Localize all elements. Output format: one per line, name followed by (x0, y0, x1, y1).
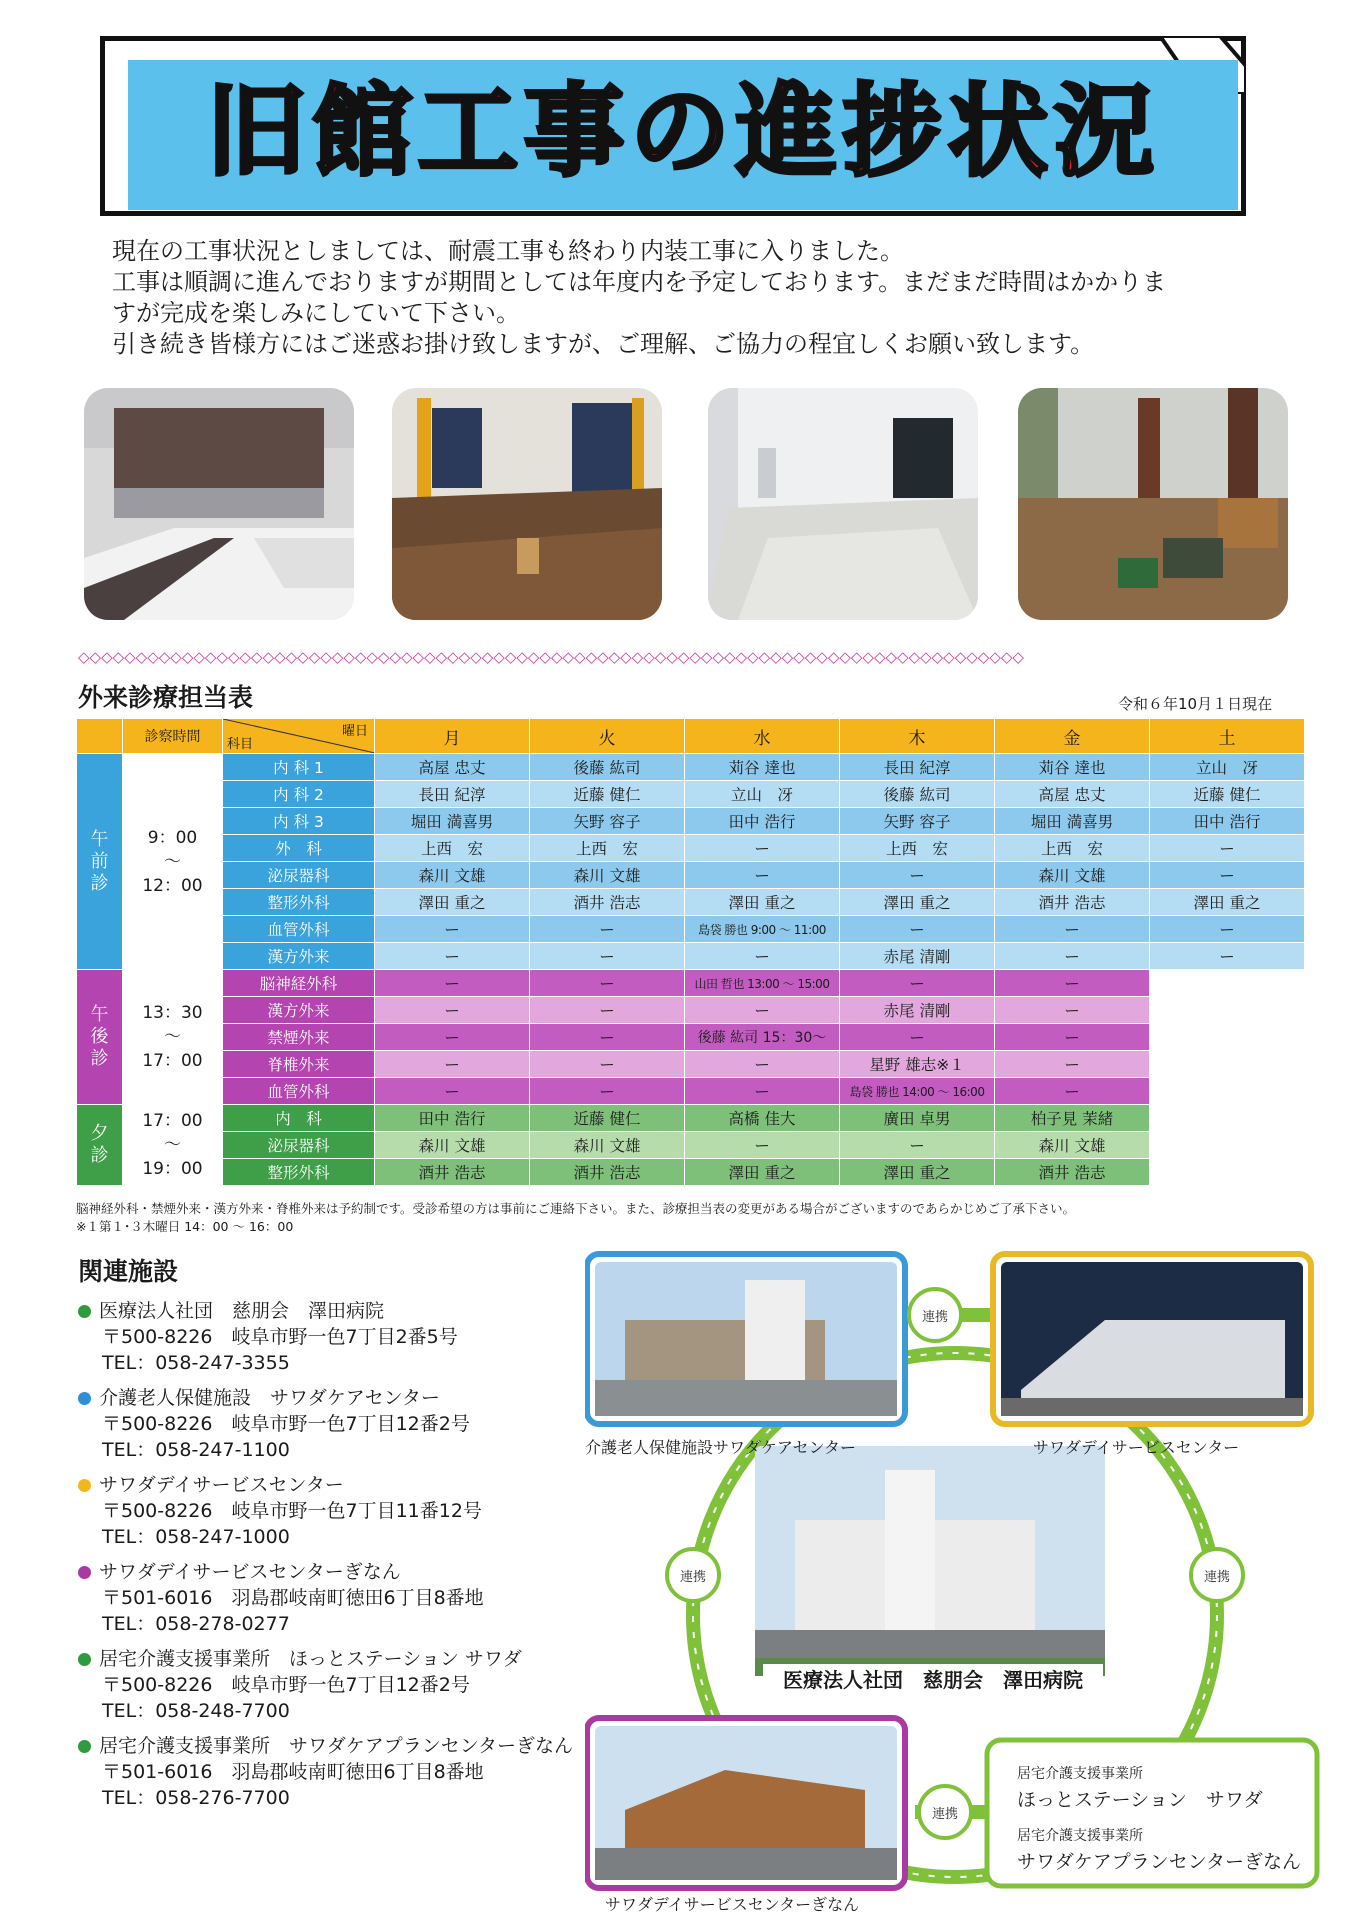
day-fri: 金 (995, 719, 1150, 754)
yellow-dot-icon (78, 1479, 91, 1492)
doctor-cell: ー (530, 1078, 685, 1105)
facility-name: 居宅介護支援事業所 ほっとステーション サワダ (99, 1648, 522, 1670)
doctor-cell: ー (375, 997, 530, 1024)
facility-tel: TEL：058-247-3355 (102, 1352, 290, 1374)
time-start: 13：30 (142, 1003, 203, 1023)
link-badge-text: 連携 (679, 1570, 707, 1585)
time-start: 9：00 (147, 827, 198, 848)
table-row (77, 1105, 1305, 1132)
empty-cell (1150, 1159, 1305, 1186)
doctor-cell: ー (995, 1051, 1150, 1078)
label-char: 夕 (90, 1123, 109, 1144)
doctor-cell: 森川 文雄 (375, 1132, 530, 1159)
doctor-cell: 上西 宏 (995, 835, 1150, 862)
link-badge-text: 連携 (1203, 1570, 1231, 1585)
doctor-cell: ー (685, 1132, 840, 1159)
facility-address: 〒500-8226 岐阜市野一色7丁目12番2号 (102, 1413, 470, 1435)
doctor-cell: 酒井 浩志 (375, 1159, 530, 1186)
afternoon-time (123, 970, 223, 1105)
box-label-1: 居宅介護支援事業所 (1017, 1766, 1143, 1782)
doctor-cell: 森川 文雄 (530, 862, 685, 889)
time-sep: 〜 (164, 1135, 181, 1155)
empty-cell (1150, 997, 1305, 1024)
label-char: 前 (90, 850, 109, 872)
construction-photo-4 (1018, 388, 1288, 620)
doctor-cell: ー (685, 997, 840, 1024)
empty-cell (1150, 1132, 1305, 1159)
subject-cell: 内 科 (223, 1105, 375, 1132)
doctor-cell: 矢野 容子 (530, 808, 685, 835)
subject-cell: 内 科 2 (223, 781, 375, 808)
time-sep: 〜 (164, 1027, 181, 1047)
doctor-cell: ー (375, 1078, 530, 1105)
doctor-cell: 山田 哲也 13:00 〜 15:00 (685, 970, 840, 997)
doctor-cell: ー (1150, 943, 1305, 970)
doctor-cell: ー (375, 1051, 530, 1078)
day-wed: 水 (685, 719, 840, 754)
facility-address: 〒501-6016 羽島郡岐南町徳田6丁目8番地 (102, 1587, 484, 1609)
doctor-cell: ー (995, 916, 1150, 943)
green-dot-icon (78, 1305, 91, 1318)
header-day: 曜日 (341, 724, 368, 739)
table-row (77, 754, 1305, 781)
doctor-cell: ー (530, 970, 685, 997)
facility-item (78, 1385, 598, 1463)
doctor-cell: 長田 紀淳 (840, 754, 995, 781)
empty-cell (1150, 1051, 1305, 1078)
intro-line: 工事は順調に進んでおりますが期間としては年度内を予定しております。まだまだ時間はかかりま (112, 268, 1167, 296)
doctor-cell: 上西 宏 (375, 835, 530, 862)
header-subject: 科目 (227, 737, 254, 752)
facility-name: サワダデイサービスセンター (99, 1474, 344, 1496)
subject-cell: 整形外科 (223, 1159, 375, 1186)
link-badge-text: 連携 (921, 1310, 949, 1325)
table-row (77, 1051, 1305, 1078)
doctor-cell: ー (995, 1078, 1150, 1105)
label-char: 後 (90, 1026, 109, 1047)
doctor-cell: ー (840, 916, 995, 943)
doctor-cell: 立山 冴 (1150, 754, 1305, 781)
doctor-cell: 島袋 勝也 14:00 〜 16:00 (840, 1078, 995, 1105)
doctor-cell: 近藤 健仁 (1150, 781, 1305, 808)
doctor-cell: ー (685, 1051, 840, 1078)
doctor-cell: 星野 雄志※１ (840, 1051, 995, 1078)
doctor-cell: 苅谷 達也 (685, 754, 840, 781)
facility-tel: TEL：058-276-7700 (102, 1787, 290, 1809)
subject-cell: 脊椎外来 (223, 1051, 375, 1078)
subject-cell: 内 科 3 (223, 808, 375, 835)
facility-network-diagram (585, 1250, 1325, 1914)
doctor-cell: ー (375, 916, 530, 943)
table-header-row (77, 719, 1305, 754)
header-time: 診察時間 (123, 719, 223, 754)
doctor-cell: ー (530, 916, 685, 943)
subject-cell: 整形外科 (223, 889, 375, 916)
facility-item (78, 1646, 598, 1724)
schedule-footnote: ※１第１･３木曜日 14：00 〜 16：00 (76, 1219, 294, 1234)
label-char: 診 (90, 1048, 109, 1069)
evening-time (123, 1105, 223, 1186)
box-name-2: サワダケアプランセンターぎなん (1017, 1851, 1302, 1873)
link-badge-text: 連携 (931, 1807, 959, 1822)
intro-line: 現在の工事状況としましては、耐震工事も終わり内装工事に入りました。 (112, 237, 904, 265)
doctor-cell: 高橋 佳大 (685, 1105, 840, 1132)
doctor-cell: 田中 浩行 (685, 808, 840, 835)
day-service-photo (993, 1254, 1311, 1424)
empty-cell (1150, 1024, 1305, 1051)
facility-item (78, 1559, 598, 1637)
green-dot-icon (78, 1740, 91, 1753)
doctor-cell: ー (685, 1078, 840, 1105)
doctor-cell: 近藤 健仁 (530, 781, 685, 808)
doctor-cell: 高屋 忠丈 (995, 781, 1150, 808)
doctor-cell: ー (685, 862, 840, 889)
empty-cell (1150, 1078, 1305, 1105)
doctor-cell: ー (840, 1024, 995, 1051)
day-thu: 木 (840, 719, 995, 754)
subject-cell: 血管外科 (223, 916, 375, 943)
construction-photo-1 (84, 388, 354, 620)
label-char: 診 (90, 872, 109, 894)
afternoon-label (77, 970, 123, 1105)
doctor-cell: ー (530, 997, 685, 1024)
doctor-cell: ー (995, 1024, 1150, 1051)
doctor-cell: ー (995, 943, 1150, 970)
table-row (77, 997, 1305, 1024)
facility-item (78, 1733, 598, 1811)
subject-cell: 泌尿器科 (223, 862, 375, 889)
facility-address: 〒500-8226 岐阜市野一色7丁目12番2号 (102, 1674, 470, 1696)
box-name-1: ほっとステーション サワダ (1017, 1789, 1263, 1811)
table-row (77, 781, 1305, 808)
day-sat: 土 (1150, 719, 1305, 754)
doctor-cell: 森川 文雄 (375, 862, 530, 889)
facility-name: 居宅介護支援事業所 サワダケアプランセンターぎなん (99, 1735, 574, 1757)
doctor-cell: ー (995, 970, 1150, 997)
doctor-cell: ー (375, 970, 530, 997)
blue-dot-icon (78, 1392, 91, 1405)
doctor-cell: 後藤 紘司 15：30〜 (685, 1024, 840, 1051)
day-mon: 月 (375, 719, 530, 754)
doctor-cell: 堀田 満喜男 (995, 808, 1150, 835)
outpatient-schedule-table (76, 718, 1305, 1186)
doctor-cell: ー (530, 1024, 685, 1051)
table-row (77, 835, 1305, 862)
table-row (77, 970, 1305, 997)
intro-line: 引き続き皆様方にはご迷惑お掛け致しますが、ご理解、ご協力の程宜しくお願い致します。 (112, 330, 1095, 358)
doctor-cell: ー (375, 943, 530, 970)
facility-name: サワダデイサービスセンターぎなん (99, 1561, 401, 1583)
doctor-cell: 澤田 重之 (1150, 889, 1305, 916)
time-end: 12：00 (142, 875, 203, 896)
subject-cell: 外 科 (223, 835, 375, 862)
box-label-2: 居宅介護支援事業所 (1017, 1828, 1143, 1844)
doctor-cell: ー (530, 1051, 685, 1078)
hospital-photo (755, 1446, 1105, 1676)
table-row (77, 889, 1305, 916)
doctor-cell: 森川 文雄 (530, 1132, 685, 1159)
facility-tel: TEL：058-247-1100 (102, 1439, 290, 1461)
empty-cell (1150, 970, 1305, 997)
label-char: 午 (90, 828, 109, 850)
schedule-note: 脳神経外科・禁煙外来・漢方外来・脊椎外来は予約制です。受診希望の方は事前にご連絡下さい。また、診療担当表の変更がある場合がございますのであらかじめご了承下さい。 (76, 1201, 1076, 1216)
intro-text (112, 236, 1292, 360)
doctor-cell: 澤田 重之 (840, 1159, 995, 1186)
subject-cell: 漢方外来 (223, 997, 375, 1024)
doctor-cell: ー (530, 943, 685, 970)
caption-hospital: 医療法人社団 慈朋会 澤田病院 (783, 1668, 1083, 1692)
facility-name: 介護老人保健施設 サワダケアセンター (99, 1387, 440, 1409)
doctor-cell: ー (685, 943, 840, 970)
subject-cell: 血管外科 (223, 1078, 375, 1105)
doctor-cell: 矢野 容子 (840, 808, 995, 835)
doctor-cell: 澤田 重之 (685, 889, 840, 916)
subject-cell: 脳神経外科 (223, 970, 375, 997)
doctor-cell: 酒井 浩志 (530, 889, 685, 916)
table-row (77, 1024, 1305, 1051)
facility-tel: TEL：058-247-1000 (102, 1526, 290, 1548)
doctor-cell: 澤田 重之 (685, 1159, 840, 1186)
schedule-title: 外来診療担当表 (78, 683, 254, 712)
page-title: 旧館工事の進捗状況 (206, 73, 1160, 190)
morning-time (123, 754, 223, 970)
doctor-cell: ー (840, 862, 995, 889)
caption-ginan: サワダデイサービスセンターぎなん (605, 1895, 860, 1914)
table-row (77, 862, 1305, 889)
doctor-cell: ー (1150, 862, 1305, 889)
ginan-photo (587, 1718, 905, 1888)
facility-address: 〒500-8226 岐阜市野一色7丁目2番5号 (102, 1326, 458, 1348)
doctor-cell: 田中 浩行 (1150, 808, 1305, 835)
doctor-cell: 森川 文雄 (995, 862, 1150, 889)
facility-address: 〒501-6016 羽島郡岐南町徳田6丁目8番地 (102, 1761, 484, 1783)
doctor-cell: 堀田 満喜男 (375, 808, 530, 835)
green-dot-icon (78, 1653, 91, 1666)
caption-day-service: サワダデイサービスセンター (1033, 1438, 1240, 1457)
time-start: 17：00 (142, 1111, 203, 1131)
construction-photo-2 (392, 388, 662, 620)
doctor-cell: 森川 文雄 (995, 1132, 1150, 1159)
facility-item (78, 1472, 598, 1550)
facility-tel: TEL：058-278-0277 (102, 1613, 290, 1635)
table-row (77, 808, 1305, 835)
table-row (77, 943, 1305, 970)
header-corner-blank (77, 719, 123, 754)
time-end: 19：00 (142, 1159, 203, 1179)
doctor-cell: 上西 宏 (530, 835, 685, 862)
empty-cell (1150, 1105, 1305, 1132)
doctor-cell: ー (840, 1132, 995, 1159)
doctor-cell: ー (685, 835, 840, 862)
doctor-cell: ー (375, 1024, 530, 1051)
caption-care-center: 介護老人保健施設サワダケアセンター (585, 1438, 857, 1457)
facilities-title: 関連施設 (78, 1257, 179, 1286)
facility-address: 〒500-8226 岐阜市野一色7丁目11番12号 (102, 1500, 482, 1522)
doctor-cell: 後藤 紘司 (840, 781, 995, 808)
subject-cell: 漢方外来 (223, 943, 375, 970)
doctor-cell: 廣田 卓男 (840, 1105, 995, 1132)
header-day-subject (223, 719, 375, 754)
doctor-cell: 田中 浩行 (375, 1105, 530, 1132)
facility-tel: TEL：058-248-7700 (102, 1700, 290, 1722)
facility-item (78, 1298, 598, 1376)
doctor-cell: 上西 宏 (840, 835, 995, 862)
schedule-date: 令和６年10月１日現在 (1118, 695, 1273, 713)
doctor-cell: 長田 紀淳 (375, 781, 530, 808)
evening-label (77, 1105, 123, 1186)
table-row (77, 1078, 1305, 1105)
day-tue: 火 (530, 719, 685, 754)
table-row (77, 1159, 1305, 1186)
doctor-cell: 高屋 忠丈 (375, 754, 530, 781)
subject-cell: 泌尿器科 (223, 1132, 375, 1159)
decorative-divider: ◇◇◇◇◇◇◇◇◇◇◇◇◇◇◇◇◇◇◇◇◇◇◇◇◇◇◇◇◇◇◇◇◇◇◇◇◇◇◇◇◇◇◇◇◇◇◇◇◇◇◇◇◇◇◇◇◇◇◇◇◇◇◇◇◇◇◇◇◇◇◇◇◇◇◇◇◇◇◇◇◇◇ (78, 648, 1024, 666)
table-row (77, 1132, 1305, 1159)
doctor-cell: 後藤 紘司 (530, 754, 685, 781)
time-sep: 〜 (164, 851, 181, 872)
intro-line: すが完成を楽しみにしていて下さい。 (112, 299, 520, 327)
doctor-cell: ー (1150, 916, 1305, 943)
doctor-cell: 酒井 浩志 (530, 1159, 685, 1186)
subject-cell: 内 科 1 (223, 754, 375, 781)
doctor-cell: 柏子見 茉緒 (995, 1105, 1150, 1132)
time-end: 17：00 (142, 1051, 203, 1071)
construction-photo-3 (708, 388, 978, 620)
purple-dot-icon (78, 1566, 91, 1579)
doctor-cell: ー (995, 997, 1150, 1024)
doctor-cell: 立山 冴 (685, 781, 840, 808)
doctor-cell: 赤尾 清剛 (840, 997, 995, 1024)
doctor-cell: 澤田 重之 (840, 889, 995, 916)
doctor-cell: 酒井 浩志 (995, 1159, 1150, 1186)
doctor-cell: 島袋 勝也 9:00 〜 11:00 (685, 916, 840, 943)
doctor-cell: ー (1150, 835, 1305, 862)
care-center-photo (587, 1254, 905, 1424)
morning-label (77, 754, 123, 970)
doctor-cell: 酒井 浩志 (995, 889, 1150, 916)
subject-cell: 禁煙外来 (223, 1024, 375, 1051)
doctor-cell: 苅谷 達也 (995, 754, 1150, 781)
doctor-cell: 澤田 重之 (375, 889, 530, 916)
label-char: 診 (90, 1145, 109, 1166)
facility-name: 医療法人社団 慈朋会 澤田病院 (99, 1300, 385, 1322)
doctor-cell: 赤尾 清剛 (840, 943, 995, 970)
doctor-cell: 近藤 健仁 (530, 1105, 685, 1132)
doctor-cell: ー (840, 970, 995, 997)
label-char: 午 (90, 1004, 109, 1025)
table-row (77, 916, 1305, 943)
